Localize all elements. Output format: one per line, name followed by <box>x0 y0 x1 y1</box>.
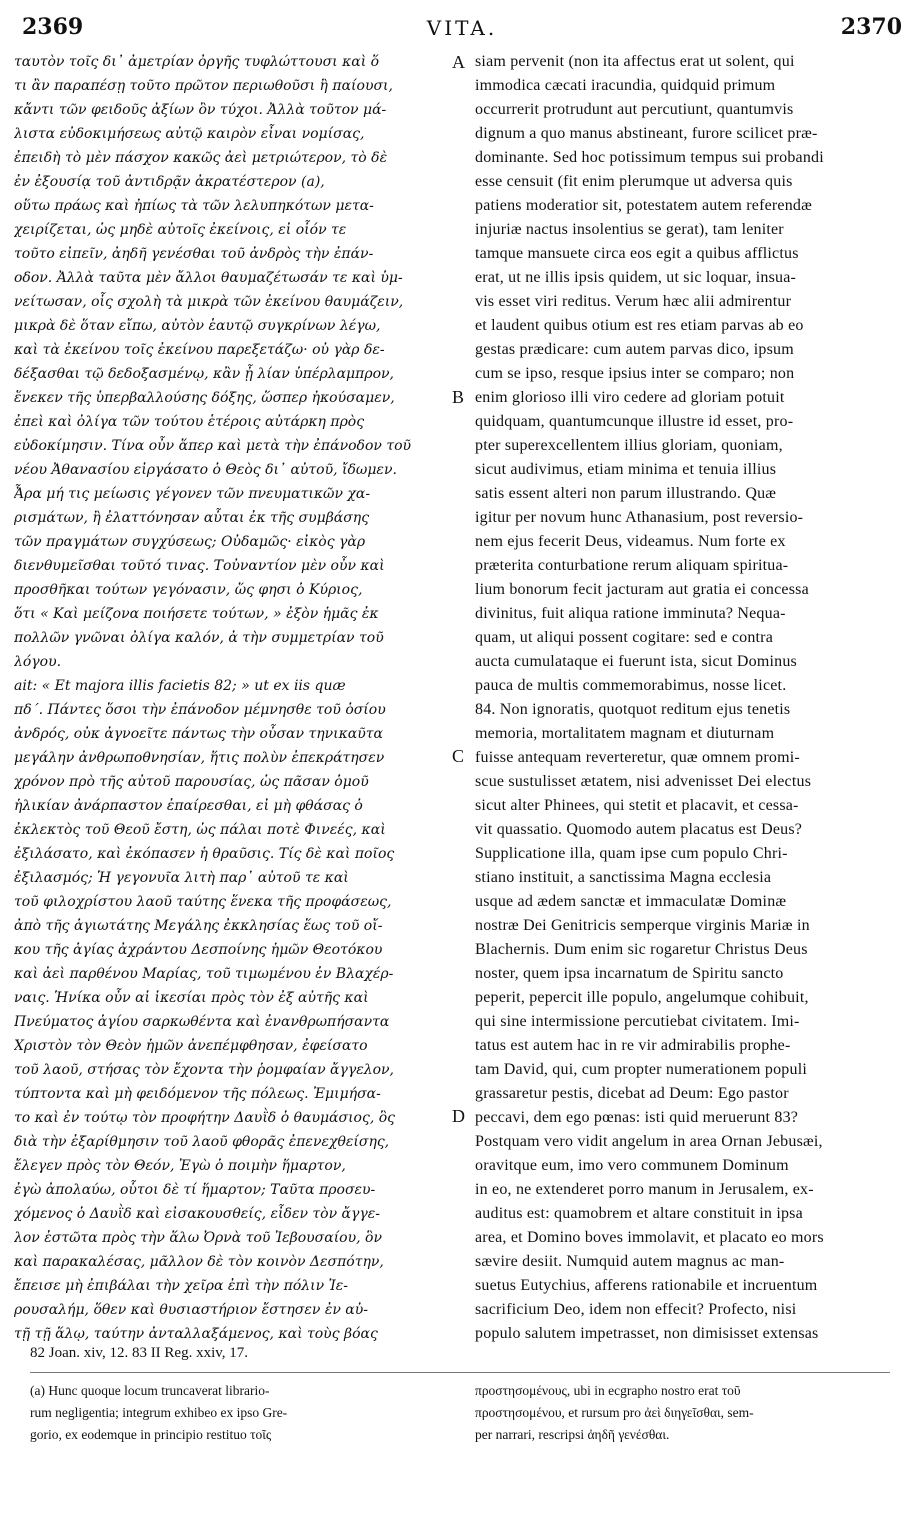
greek-text-line: ὅτι « Καὶ μείζονα ποιήσετε τούτων, » ἐξὸν ἡμᾶς ἐκ <box>14 606 379 622</box>
latin-text-line: nostræ Dei Genitricis semperque virginis Mariæ in <box>475 917 810 934</box>
section-mark-d: D <box>452 1106 465 1126</box>
footnote-line: per narrari, rescripsi ἀηδῆ γενέσθαι. <box>475 1427 670 1442</box>
greek-text-line: ἀπὸ τῆς ἁγιωτάτης Μεγάλης ἐκκλησίας ἕως τοῦ οἴ- <box>14 918 383 934</box>
latin-text-line: lium bonorum fecit jacturam aut gratia ei concessa <box>475 581 809 598</box>
latin-text-line: sævire desiit. Numquid autem magnus ac man- <box>475 1253 785 1270</box>
latin-text-line: immodica cæcati iracundia, quidquid primum <box>475 77 776 94</box>
latin-text-line: Supplicatione illa, quam ipse cum populo Chri- <box>475 845 788 862</box>
latin-text-line: sacrificium Deo, idem non effecit? Profecto, nisi <box>475 1301 797 1318</box>
greek-text-line: ἐξιλασμός; Ἡ γεγονυῖα λιτὴ παρ᾽ αὐτοῦ τε καὶ <box>14 870 349 886</box>
page-header <box>22 14 902 44</box>
latin-text-line: fuisse antequam reverteretur, quæ omnem promi- <box>475 749 800 766</box>
latin-text-line: populo salutem impetrasset, non dimisisset extensas <box>475 1325 819 1342</box>
greek-text-line: τοῦ φιλοχρίστου λαοῦ ταύτης ἕνεκα τῆς προφάσεως, <box>14 894 392 910</box>
greek-text-line: ἕνεκεν τῆς ὑπερβαλλούσης δόξης, ὥσπερ ἠκούσαμεν, <box>14 390 395 406</box>
latin-text-line: divinitus, fuit aliqua ratione imminuta? Nequa- <box>475 605 786 622</box>
greek-text-line: καὶ τὰ ἐκείνου τοῖς ἐκείνου παρεξετάζω· οὐ γὰρ δε- <box>14 342 385 358</box>
latin-text-line: peperit, pepercit ille populo, angelumque cohibuit, <box>475 989 809 1006</box>
greek-text-line: καὶ παρακαλέσας, μᾶλλον δὲ τὸν κοινὸν Δεσπότην, <box>14 1254 384 1270</box>
greek-text-line: ἔλεγεν πρὸς τὸν Θεόν, Ἐγὼ ὁ ποιμὴν ἥμαρτον, <box>14 1158 346 1174</box>
latin-text-line: scue sustulisset ætatem, nisi advenisset Dei electus <box>475 773 812 790</box>
latin-text-line: area, et Domino boves immolavit, et placato eo mors <box>475 1229 824 1246</box>
latin-text-line: oravitque eum, imo vero communem Dominum <box>475 1157 789 1174</box>
latin-text-line: sicut audivimus, etiam minima et tenuia illius <box>475 461 777 478</box>
footnote-line: gorio, ex eodemque in principio restituo τοῖς <box>30 1427 272 1442</box>
latin-text-line: igitur per novum hunc Athanasium, post reversio- <box>475 509 804 526</box>
footnote-rule <box>30 1372 890 1373</box>
greek-text-line: χρόνον πρὸ τῆς αὐτοῦ παρουσίας, ὡς πᾶσαν ὁμοῦ <box>14 774 369 790</box>
greek-text-line: τῇ τῇ ἅλῳ, ταύτην ἀνταλλαξάμενος, καὶ τοὺς βόας <box>14 1326 378 1342</box>
latin-text-line: siam pervenit (non ita affectus erat ut solent, qui <box>475 53 795 70</box>
greek-text-line: χόμενος ὁ Δαυῒδ καὶ εἰσακουσθείς, εἶδεν τὸν ἄγγε- <box>14 1206 380 1222</box>
greek-text-line: ἐπεὶ καὶ ὀλίγα τῶν τούτου ἑτέροις αὐτάρκη πρὸς <box>14 414 365 430</box>
greek-text-line: ταυτὸν τοῖς δι᾽ ἀμετρίαν ὀργῆς τυφλώττουσι καὶ ὅ <box>14 54 380 70</box>
greek-text-line: προσθῆκαι τούτων γεγόνασιν, ὥς φησι ὁ Κύριος, <box>14 582 363 598</box>
greek-text-line: ρουσαλήμ, ὅθεν καὶ θυσιαστήριον ἔστησεν ἐν αὐ- <box>14 1302 368 1318</box>
greek-text-line: Πνεύματος ἁγίου σαρκωθέντα καὶ ἐνανθρωπήσαντα <box>14 1014 390 1030</box>
greek-text-line: νέου Ἀθανασίου εἰργάσατο ὁ Θεὸς δι᾽ αὐτοῦ, ἴδωμεν. <box>14 462 397 478</box>
greek-text-line: λιστα εὐδοκιμήσεως αὐτῷ καιρὸν εἶναι νομίσας, <box>14 126 365 142</box>
latin-text-line: gestas prædicare: cum autem parvas dico, ipsum <box>475 341 794 358</box>
greek-text-line: μικρὰ δὲ ὅταν εἴπω, αὐτὸν ἑαυτῷ συγκρίνων λέγω, <box>14 318 381 334</box>
greek-text-line: ἐγὼ ἀπολαύω, οὗτοι δὲ τί ἥμαρτον; Ταῦτα προσευ- <box>14 1182 376 1198</box>
latin-text-line: esse censuit (fit enim plerumque ut adversa quis <box>475 173 793 190</box>
section-mark-b: B <box>452 387 465 407</box>
greek-text-line: πολλῶν γνῶναι ὀλίγα καλόν, ἀ τὴν συμμετρίαν τοῦ <box>14 630 384 646</box>
greek-text-line: ἔπεισε μὴ ἐπιβάλαι τὴν χεῖρα ἐπὶ τὴν πόλιν Ἱε- <box>14 1278 349 1294</box>
latin-text-line: pter superexcellentem illius gloriam, quoniam, <box>475 437 783 454</box>
greek-text-line: τύπτοντα καὶ μὴ φειδόμενον τῆς πόλεως. Ἐμιμήσα- <box>14 1086 381 1102</box>
latin-text-line: vit quassatio. Quomodo autem placatus est Deus? <box>475 821 803 838</box>
latin-text-line: Blachernis. Dum enim sic rogaretur Christus Deus <box>475 941 808 958</box>
latin-text-line: sicut alter Phinees, qui stetit et placavit, et cessa- <box>475 797 799 814</box>
greek-text-line: λον ἑστῶτα πρὸς τὴν ἅλω Ὀρνὰ τοῦ Ἰεβουσαίου, ὃν <box>14 1230 382 1246</box>
latin-text-line: pauca de multis commemorabimus, nosse licet. <box>475 677 787 694</box>
latin-text-line: enim glorioso illi viro cedere ad gloriam potuit <box>475 389 785 406</box>
latin-text-line: tam David, qui, cum propter numerationem populi <box>475 1061 807 1078</box>
footnote-line: rum negligentia; integrum exhibeo ex ipso Gre- <box>30 1405 288 1420</box>
latin-text-line: quidquam, quantumcunque illustre id esset, pro- <box>475 413 794 430</box>
latin-text-line: grassaretur pestis, dicebat ad Deum: Ego pastor <box>475 1085 789 1102</box>
greek-text-line: τοῦ λαοῦ, στήσας τὸν ἔχοντα τὴν ῥομφαίαν ἄγγελον, <box>14 1062 394 1078</box>
greek-text-line: νείτωσαν, οἷς σχολὴ τὰ μικρὰ τῶν ἐκείνου θαυμάζειν, <box>14 294 404 310</box>
latin-text-line: peccavi, dem ego pœnas: isti quid meruerunt 83? <box>475 1109 799 1126</box>
page-number-left: 2369 <box>22 14 84 40</box>
greek-text-line: ait: « Et majora illis facietis 82; » ut ex iis quæ <box>14 678 346 694</box>
section-mark-a: A <box>452 52 465 72</box>
greek-text-line: ἀνδρός, οὐκ ἀγνοεῖτε πάντως τὴν οὖσαν τηνικαῦτα <box>14 726 383 742</box>
latin-text-line: quam, ut aliqui possent cogitare: sed e contra <box>475 629 774 646</box>
latin-text-line: occurrerit protrudunt aut percutiunt, quantumvis <box>475 101 794 118</box>
latin-text-line: noster, quem ipsa incarnatum de Spiritu sancto <box>475 965 784 982</box>
greek-text-line: καὶ ἀεὶ παρθένου Μαρίας, τοῦ τιμωμένου ἐν Βλαχέρ- <box>14 966 394 982</box>
section-mark-c: C <box>452 746 465 766</box>
greek-text-line: διενθυμεῖσθαι τοῦτό τινας. Τοὐναντίον μὲν οὖν καὶ <box>14 558 385 574</box>
latin-text-line: in eo, ne extenderet porro manum in Jerusalem, ex- <box>475 1181 814 1198</box>
greek-text-line: κου τῆς ἁγίας ἀχράντου Δεσποίνης ἡμῶν Θεοτόκου <box>14 942 383 958</box>
running-title: VITA. <box>426 16 498 40</box>
greek-text-line: ἡλικίαν ἀνάρπαστον ἐπαίρεσθαι, εἰ μὴ φθάσας ὁ <box>14 798 363 814</box>
footnote-line: προστησομένους, ubi in ecgrapho nostro erat τοῦ <box>475 1383 741 1398</box>
greek-text-line: ναις. Ἡνίκα οὖν αἱ ἱκεσίαι πρὸς τὸν ἐξ αὐτῆς καὶ <box>14 990 369 1006</box>
latin-text-line: vis esset viri reditus. Verum hæc alii admirentur <box>475 293 792 310</box>
greek-text-line: ἐκλεκτὸς τοῦ Θεοῦ ἔστη, ὡς πάλαι ποτὲ Φινεές, καὶ <box>14 822 386 838</box>
latin-text-line: patiens moderatior sit, potestatem autem referendæ <box>475 197 812 214</box>
greek-text-line: οὕτω πράως καὶ ἠπίως τὰ τῶν λελυπηκότων μετα- <box>14 198 374 214</box>
latin-text-line: satis essent alteri non parum illustrando. Quæ <box>475 485 777 502</box>
greek-text-line: πδ´. Πάντες ὅσοι τὴν ἐπάνοδον μέμνησθε τοῦ ὁσίου <box>14 702 386 718</box>
greek-text-line: οδον. Ἀλλὰ ταῦτα μὲν ἄλλοι θαυμαζέτωσάν τε καὶ ὑμ- <box>14 270 403 286</box>
greek-text-line: κἄντι τῶν φειδοῦς ἀξίων ὂν τύχοι. Ἀλλὰ τοῦτον μά- <box>14 102 387 118</box>
greek-text-line: τι ἂν παραπέσῃ τοῦτο πρῶτον περιωθοῦσι ἢ παίουσι, <box>14 78 393 94</box>
greek-text-line: ἐν ἐξουσίᾳ τοῦ ἀντιδρᾷν ἀκρατέστερον (a), <box>14 174 325 190</box>
greek-text-line: μεγάλην ἀνθρωποθνησίαν, ἥτις πολὺν ἐπεκράτησεν <box>14 750 385 766</box>
greek-text-line: ρισμάτων, ἢ ἐλαττόνησαν αὗται ἐκ τῆς συμβάσης <box>14 510 370 526</box>
greek-text-line: λόγου. <box>14 654 62 670</box>
page-number-right: 2370 <box>840 14 902 40</box>
greek-text-line: δέξασθαι τῷ δεδοξασμένῳ, κἂν ᾖ λίαν ὑπέρλαμπρον, <box>14 366 394 382</box>
greek-text-line: Χριστὸν τὸν Θεὸν ἡμῶν ἀνεπέμφθησαν, ἐφείσατο <box>14 1038 368 1054</box>
latin-text-line: usque ad ædem sanctæ et immaculatæ Dominæ <box>475 893 787 910</box>
greek-column <box>14 50 454 1346</box>
latin-text-line: injuriæ nactus insolentius se gerat), tam leniter <box>475 221 784 238</box>
latin-text-line: cum se ipso, resque ipsius inter se comparo; non <box>475 365 795 382</box>
latin-text-line: dignum a quo manus abstineant, furore scilicet præ- <box>475 125 818 142</box>
greek-text-line: ἐπειδὴ τὸ μὲν πάσχον κακῶς ἀεὶ μετριώτερον, τὸ δὲ <box>14 150 388 166</box>
latin-text-line: auditus est: quamobrem et altare constituit in ipsa <box>475 1205 803 1222</box>
latin-text-line: dominante. Sed hoc potissimum tempus sui probandi <box>475 149 824 166</box>
latin-text-line: et laudent quibus otium est res etiam parvas ab eo <box>475 317 804 334</box>
footnote-right <box>475 1380 895 1446</box>
latin-text-line: 84. Non ignoratis, quotquot reditum ejus tenetis <box>475 701 791 718</box>
latin-text-line: erat, ut ne illis ipsis quidem, ut sic loquar, insua- <box>475 269 797 286</box>
greek-text-line: τοῦτο εἰπεῖν, ἀηδῆ γενέσθαι τοῦ ἀνδρὸς τὴν ἐπάν- <box>14 246 374 262</box>
greek-text-line: τῶν πραγμάτων συγχύσεως; Οὐδαμῶς· εἰκὸς γὰρ <box>14 534 366 550</box>
greek-text-line: εὐδοκίμησιν. Τίνα οὖν ἅπερ καὶ μετὰ τὴν ἐπάνοδον τοῦ <box>14 438 412 454</box>
latin-text-line: qui sine intermissione percutiebat civitatem. Imi- <box>475 1013 800 1030</box>
footnote-left <box>30 1380 450 1446</box>
greek-text-line: ἐξιλάσατο, καὶ ἐκόπασεν ἡ θραῦσις. Τίς δὲ καὶ ποῖος <box>14 846 395 862</box>
latin-text-line: nem ejus fecerit Deus, videamus. Num forte ex <box>475 533 786 550</box>
greek-text-line: διὰ τὴν ἐξαρίθμησιν τοῦ λαοῦ φθορᾶς ἐπενεχθείσης, <box>14 1134 390 1150</box>
latin-text-line: Postquam vero vidit angelum in area Ornan Jebusæi, <box>475 1133 823 1150</box>
footnote-line: προστησομένου, et rursum pro ἀεὶ διηγεῖσθαι, sem- <box>475 1405 754 1420</box>
footnote-line: (a) Hunc quoque locum truncaverat librario- <box>30 1383 270 1398</box>
latin-text-line: suetus Eutychius, afferens rationabile et incruentum <box>475 1277 818 1294</box>
latin-text-line: præterita conturbatione rerum aliquam spiritua- <box>475 557 789 574</box>
latin-column <box>475 50 907 1346</box>
greek-text-line: το καὶ ἐν τούτῳ τὸν προφήτην Δαυῒδ ὁ θαυμάσιος, ὃς <box>14 1110 396 1126</box>
latin-text-line: aucta cumulataque ei fuerunt ista, sicut Dominus <box>475 653 797 670</box>
greek-text-line: χειρίζεται, ὡς μηδὲ αὐτοῖς ἐκείνοις, εἰ οἷόν τε <box>14 222 347 238</box>
latin-text-line: memoria, mortalitatem magnam et diuturnam <box>475 725 775 742</box>
scripture-references: 82 Joan. xiv, 12. 83 II Reg. xxiv, 17. <box>30 1345 249 1361</box>
latin-text-line: tatus est autem hac in re vir admirabilis prophe- <box>475 1037 791 1054</box>
greek-text-line: Ἆρα μή τις μείωσις γέγονεν τῶν πνευματικῶν χα- <box>14 486 371 502</box>
latin-text-line: tamque mansuete circa eos egit a quibus afflictus <box>475 245 799 262</box>
latin-text-line: stiano instituit, a sanctissima Magna ecclesia <box>475 869 772 886</box>
